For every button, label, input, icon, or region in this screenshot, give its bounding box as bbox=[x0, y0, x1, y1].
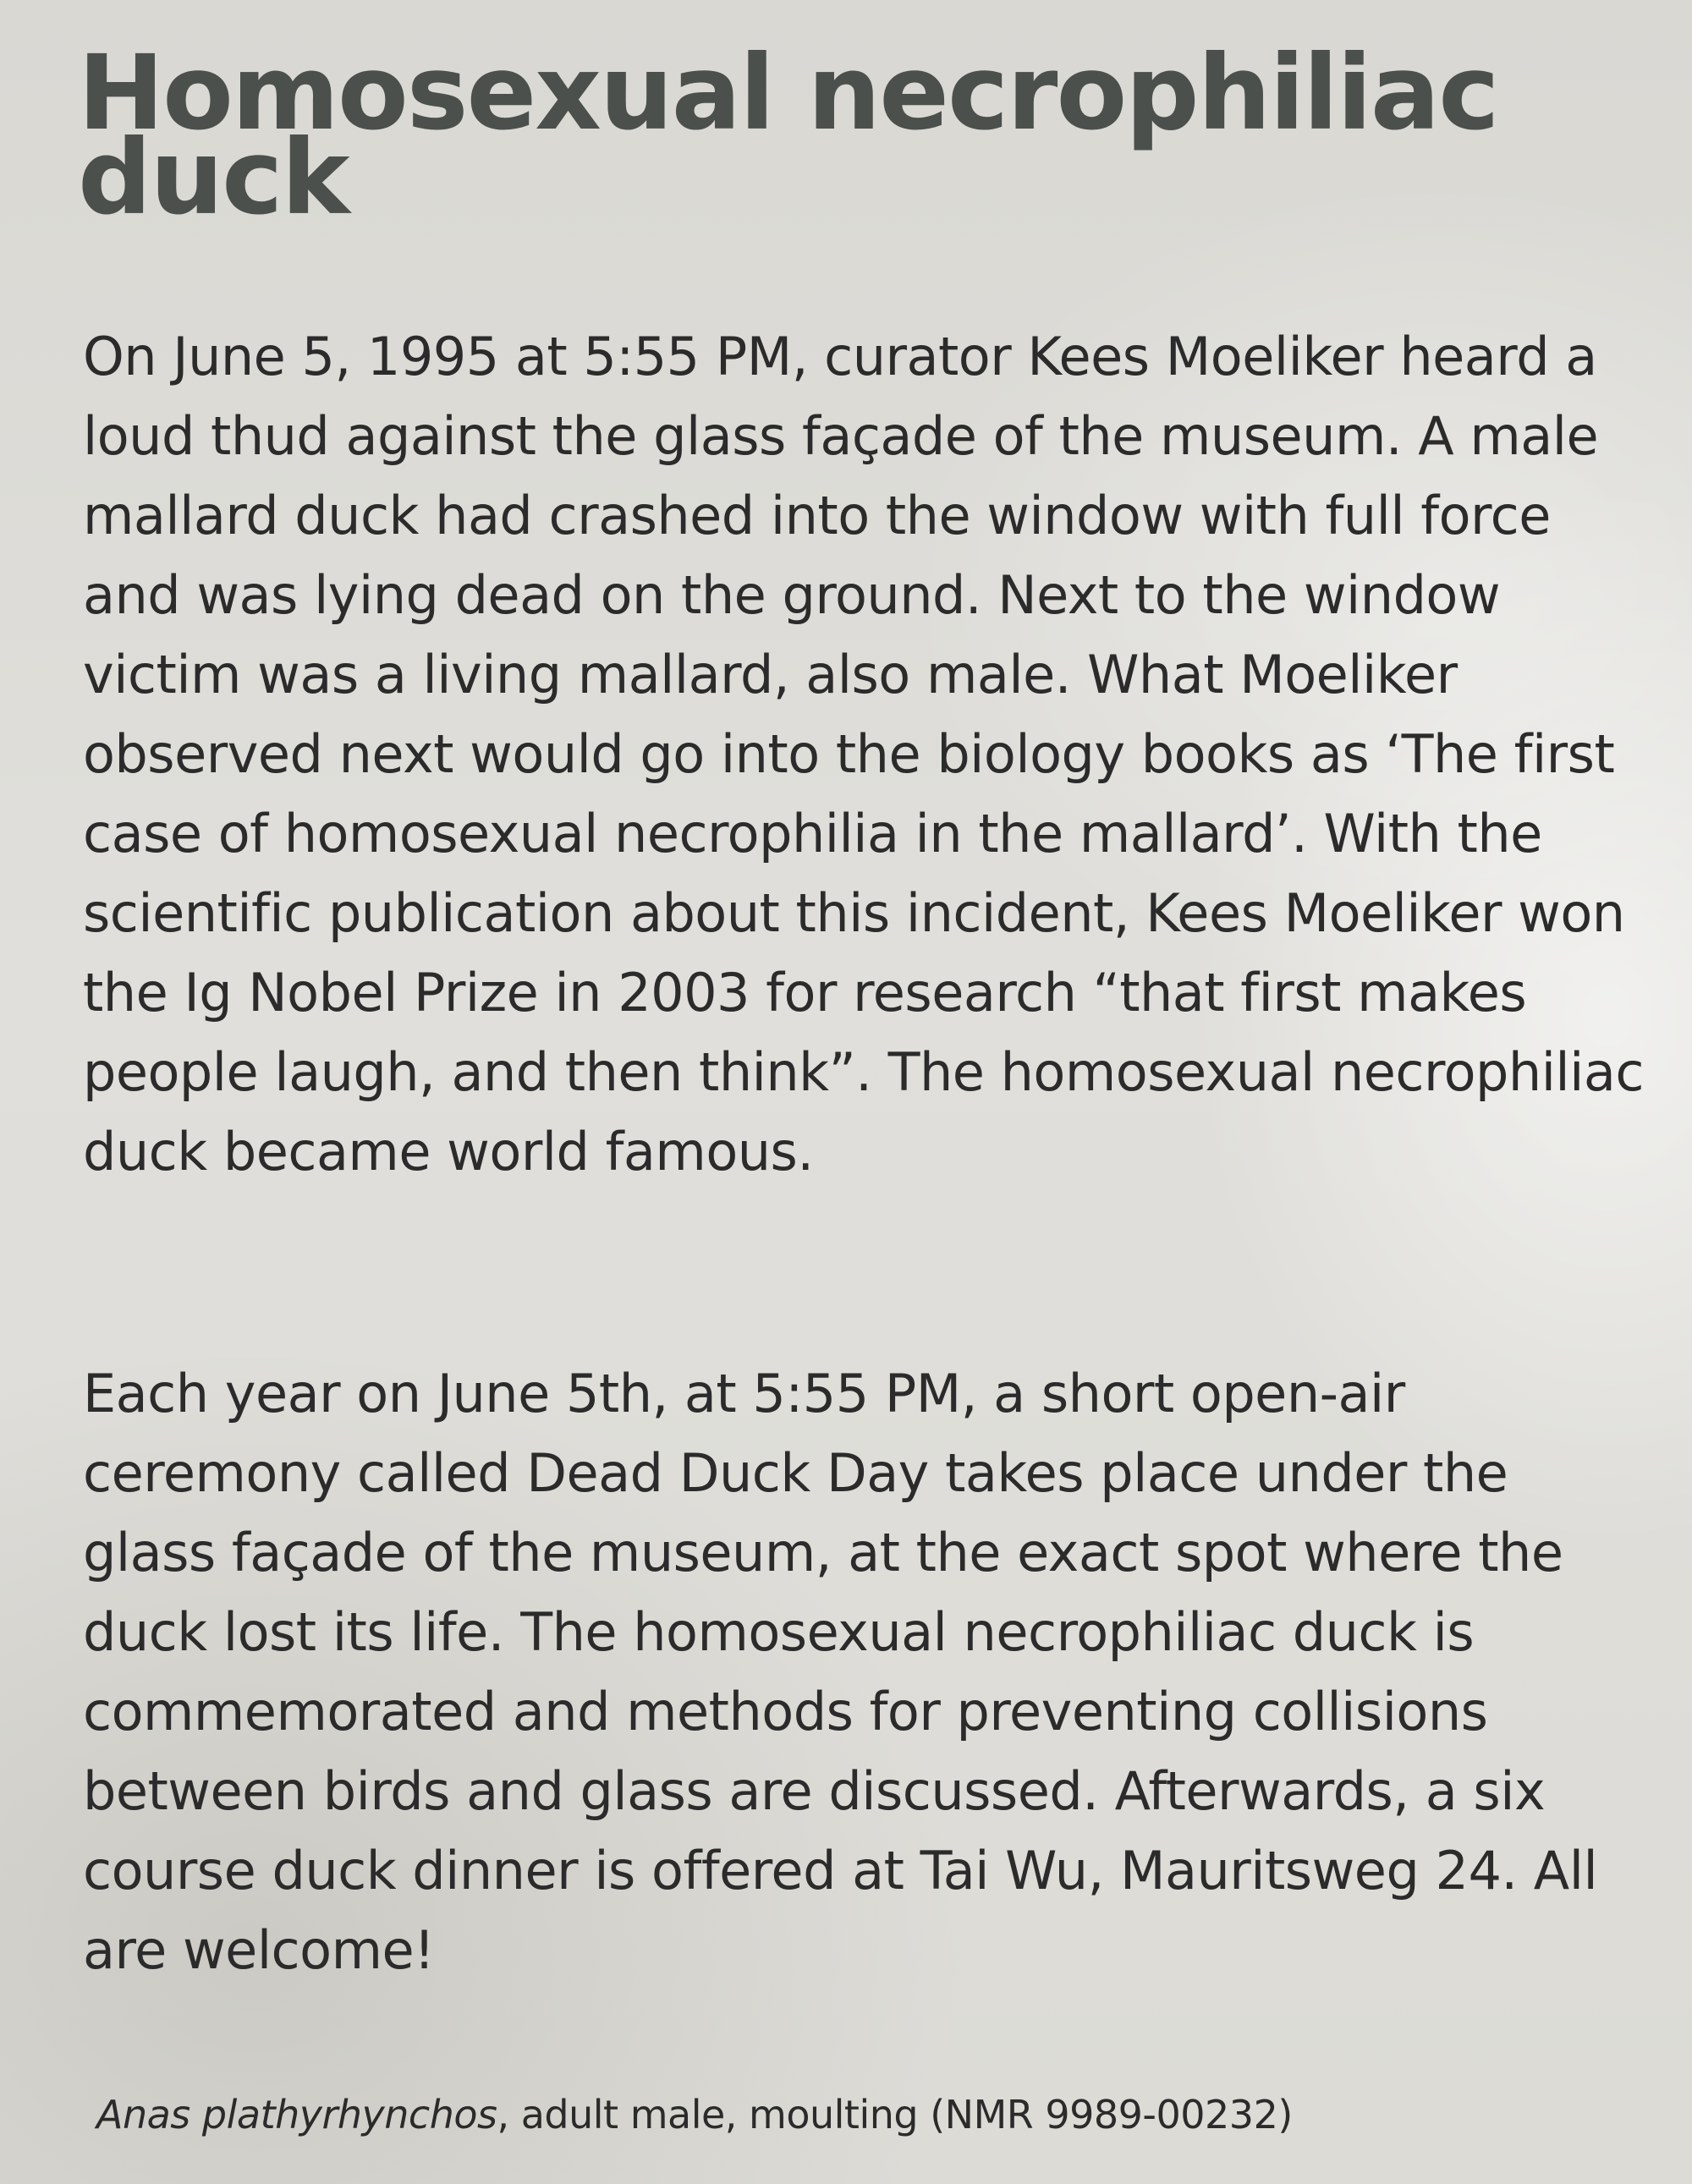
specimen-details: , adult male, moulting (NMR 9989-00232) bbox=[497, 2092, 1293, 2137]
placard-title: Homosexual necrophiliac duck bbox=[78, 33, 1498, 238]
specimen-caption bbox=[96, 2088, 1619, 2142]
placard-paragraph-2: Each year on June 5th, at 5:55 PM, a short open-air ceremony called Dead Duck Day takes place under the glass façade of the museum, at the exact spot where the duck lost its life. The homosexual necrophiliac duck is commemorated and methods for preventing collisions between birds and glass are discussed. Afterwards, a six course duck dinner is offered at Tai Wu, Mauritsweg 24. All are welcome! bbox=[83, 1363, 1598, 1981]
placard-paragraph-1: On June 5, 1995 at 5:55 PM, curator Kees Moeliker heard a loud thud against the glass façade of the museum. A male mallard duck had crashed into the window with full force and was lying dead on the ground. Next to the window victim was a living mallard, also male. What Moeliker observed next would go into the biology books as ‘The first case of homosexual necrophilia in the mallard’. With the scientific publication about this incident, Kees Moeliker won the Ig Nobel Prize in 2003 for research “that first makes people laugh, and then think”. The homosexual necrophiliac duck became world famous. bbox=[83, 326, 1644, 1183]
species-name: Anas plathyrhynchos bbox=[96, 2092, 497, 2137]
